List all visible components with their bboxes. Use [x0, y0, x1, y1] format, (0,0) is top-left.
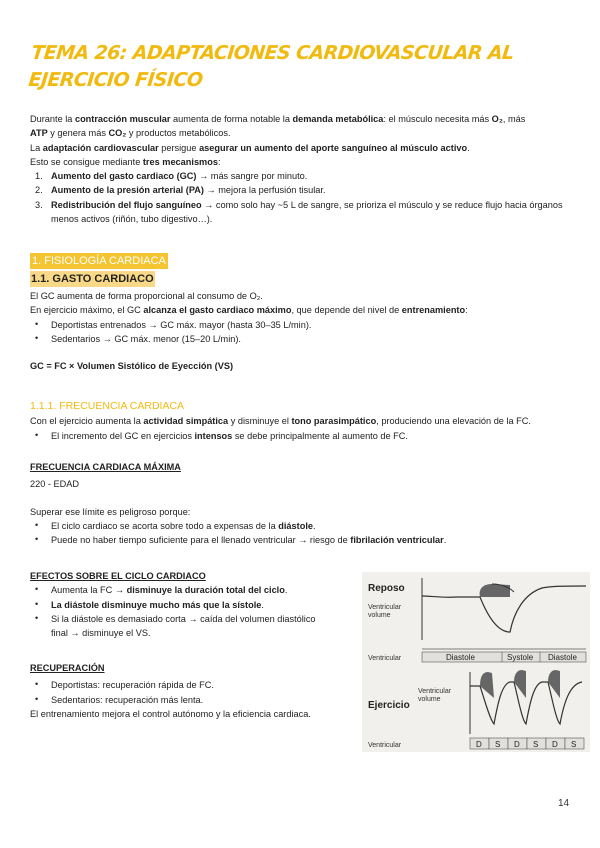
section-heading: 1. FISIOLOGÍA CARDIACA	[32, 255, 166, 267]
recuperacion-heading: RECUPERACIÓN	[30, 663, 105, 673]
phase-label: S	[571, 740, 577, 749]
list-item: 1. Aumento del gasto cardiaco (GC) → más sangre por minuto.	[35, 171, 308, 181]
mechanisms-list	[30, 169, 575, 226]
subsection-heading: 1.1. GASTO CARDIACO	[31, 273, 154, 285]
reposo-vv-label-bottom: volume	[368, 612, 391, 619]
recuperacion-bullets	[30, 678, 360, 707]
intro-line-3: La adaptación cardiovascular persigue asegurar un aumento del aporte sanguíneo al músculo activo.	[30, 142, 470, 153]
page-title: TEMA 26: ADAPTACIONES CARDIOVASCULAR AL EJERCICIO FÍSICO	[27, 42, 515, 91]
ventricular-volume-figure	[362, 572, 590, 752]
ejercicio-fill	[514, 670, 526, 698]
phase-label: D	[514, 740, 520, 749]
intro-section	[30, 112, 575, 226]
ejercicio-label: Ejercicio	[368, 700, 410, 711]
list-item: • Aumenta la FC → disminuye la duración total del ciclo.	[30, 583, 350, 597]
recuperacion-paragraph: El entrenamiento mejora el control autónomo y la eficiencia cardiaca.	[30, 708, 311, 719]
list-item: 3. Redistribución del flujo sanguíneo → como solo hay ~5 L de sangre, se prioriza el músculo y se reduce flujo hacia órganos menos activos (riñón, tubo digestivo…).	[35, 199, 563, 224]
section-recuperacion	[30, 661, 360, 721]
intro-line-4: Esto se consigue mediante tres mecanismos:	[30, 156, 221, 167]
gc-paragraph-1: El GC aumenta de forma proporcional al consumo de O₂.	[30, 291, 263, 301]
fc-paragraph: Con el ejercicio aumenta la actividad simpática y disminuye el tono parasimpático, produciendo una elevación de la FC.	[30, 416, 531, 427]
gc-formula: GC = FC × Volumen Sistólico de Eyección (VS)	[30, 361, 234, 371]
list-item: • Sedentarios: recuperación más lenta.	[30, 693, 360, 707]
fc-bullets	[30, 429, 575, 443]
list-item: • El incremento del GC en ejercicios intensos se debe principalmente al aumento de FC.	[30, 429, 575, 443]
reposo-label: Reposo	[368, 583, 405, 594]
list-item: • Puede no haber tiempo suficiente para el llenado ventricular → riesgo de fibrilación ventricular.	[30, 533, 575, 547]
ejercicio-phase-bar	[470, 738, 584, 749]
list-item: • Deportistas entrenados → GC máx. mayor (hasta 30–35 L/min).	[30, 318, 575, 332]
ejercicio-ventricular-label: Ventricular	[368, 742, 402, 749]
phase-label: Diastole	[548, 653, 577, 662]
section-fisiologia	[30, 253, 575, 373]
efectos-bullets	[30, 583, 350, 640]
ejercicio-fill	[548, 670, 560, 698]
section-fc-max	[30, 460, 575, 547]
intro-line-2: ATP y genera más CO₂ y productos metabólicos.	[30, 128, 231, 139]
phase-label: S	[495, 740, 501, 749]
section-frecuencia	[30, 398, 575, 443]
list-item: • Si la diástole es demasiado corta → caída del volumen diastólico final → disminuye el VS.	[30, 612, 350, 641]
efectos-heading: EFECTOS SOBRE EL CICLO CARDIACO	[30, 571, 206, 581]
list-item: 2. Aumento de la presión arterial (PA) → mejora la perfusión tisular.	[35, 185, 326, 196]
list-item: • La diástole disminuye mucho más que la sístole.	[30, 598, 350, 612]
fcmax-intro: Superar ese límite es peligroso porque:	[30, 506, 191, 517]
list-item: • El ciclo cardiaco se acorta sobre todo a expensas de la diástole.	[30, 519, 575, 533]
section-efectos	[30, 569, 350, 640]
page-number: 14	[558, 798, 570, 809]
list-item: • Deportistas: recuperación rápida de FC.	[30, 678, 360, 692]
phase-label: Systole	[507, 653, 534, 662]
fcmax-bullets	[30, 519, 575, 548]
reposo-vv-label-top: Ventricular	[368, 604, 402, 611]
phase-label: S	[533, 740, 539, 749]
reposo-ventricular-label: Ventricular	[368, 655, 402, 662]
ejercicio-vv-label-top: Ventricular	[418, 688, 452, 695]
intro-line-1: Durante la contracción muscular aumenta de forma notable la demanda metabólica: el músculo necesita más O₂, más	[30, 114, 526, 124]
ventricular-volume-diagram	[362, 572, 590, 752]
fcmax-formula: 220 - EDAD	[30, 479, 80, 490]
list-item: • Sedentarios → GC máx. menor (15–20 L/min).	[30, 332, 575, 346]
fcmax-heading: FRECUENCIA CARDIACA MÁXIMA	[30, 462, 181, 472]
gc-paragraph-2: En ejercicio máximo, el GC alcanza el gasto cardiaco máximo, que depende del nivel de entrenamiento:	[30, 305, 468, 316]
phase-label: Diastole	[446, 653, 475, 662]
phase-label: D	[552, 740, 558, 749]
ejercicio-vv-label-bottom: volume	[418, 696, 441, 703]
gc-bullets	[30, 318, 575, 347]
phase-label: D	[476, 740, 482, 749]
subsubsection-heading: 1.1.1. FRECUENCIA CARDIACA	[30, 400, 185, 412]
